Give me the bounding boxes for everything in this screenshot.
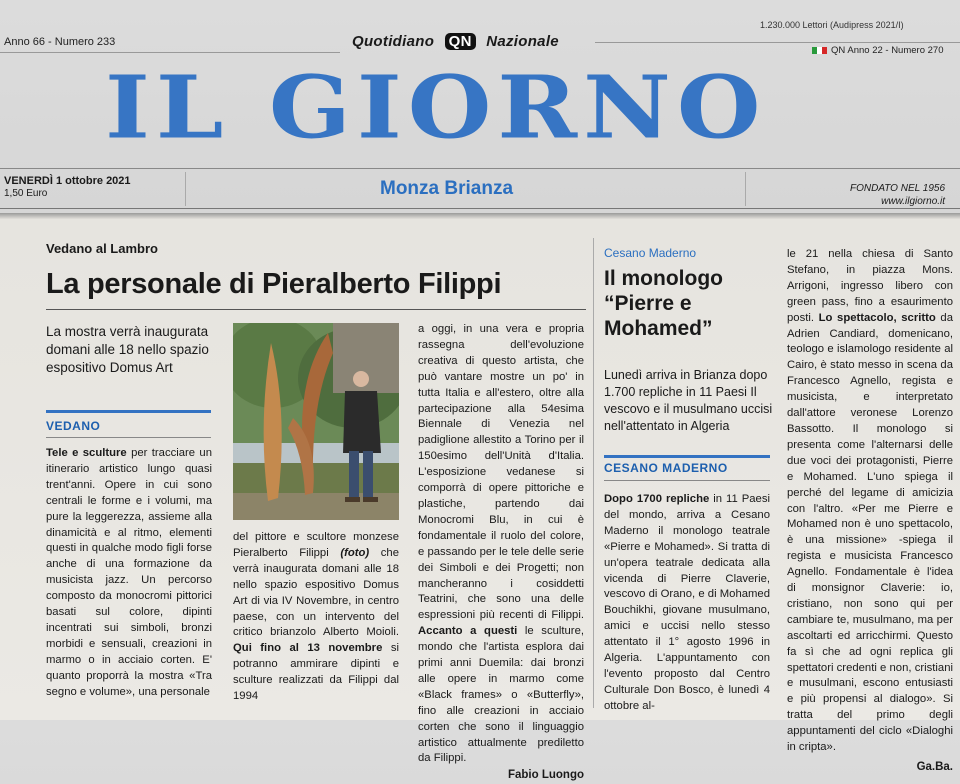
founded-info: [850, 182, 945, 208]
article-kicker: Vedano al Lambro: [46, 241, 158, 256]
label-rule-thin: [46, 437, 211, 438]
column-3-lead: Accanto a questi: [418, 625, 518, 638]
masthead-rule-right: [595, 42, 960, 43]
issue-price: 1,50 Euro: [4, 188, 48, 199]
side-article-byline: Ga.Ba.: [916, 761, 953, 773]
article-section-label: VEDANO: [46, 419, 101, 433]
column-2-text-c: si potranno ammirare dipinti e sculture realizzati da Filippi dal 1994: [233, 642, 399, 703]
column-3-text-a: a oggi, in una vera e propria rassegna dell'evoluzione creativa di questo artista, che può vantare mostre un po' in tutta Italia e all'estero, oltre alla partecipazione alla 54esima Biennale di Venezia nel padiglione allestito a Torino per il 150esimo dell'Unità d'Italia. L'esposizione vedanese si comporrà di opere pittoriche e plastiche, partendo dai Monocromi Blu, in cui è fondamentale il ruolo del colore, e passando per le tele delle serie dei Simboli e dei Progetti; non mancheranno i cosiddetti Teatrini, che sono una delle espressioni più recenti di Filippi.: [418, 323, 584, 622]
side-column-2-lead: Lo spettacolo, scritto: [818, 311, 936, 324]
article-column-1: [46, 446, 212, 701]
article-column-3: [418, 322, 584, 784]
side-article-section-label: CESANO MADERNO: [604, 461, 728, 475]
side-label-rule-thin: [604, 480, 770, 481]
side-article-column-1: [604, 492, 770, 715]
side-article-headline: Il monologo “Pierre e Mohamed”: [604, 267, 723, 340]
column-divider: [593, 238, 594, 708]
edition-section: Monza Brianza: [380, 178, 514, 199]
founded-year: FONDATO NEL 1956: [850, 183, 946, 194]
tagline: [352, 33, 559, 50]
side-label-rule: [604, 455, 770, 458]
label-rule: [46, 410, 211, 413]
issue-date: VENERDÌ 1 ottobre 2021: [4, 175, 131, 187]
readers-info: 1.230.000 Lettori (Audipress 2021/I): [760, 20, 904, 30]
column-1-lead: Tele e sculture: [46, 447, 127, 459]
masthead-divider-1: [185, 172, 186, 206]
column-1-text: per tracciare un itinerario artistico lungo quasi trent'anni. Opere in cui sono centrali le forme e i volumi, ma pure la leggerezza, assieme alla dinamicità e al ritmo, elementi questi in qualche modo figli forse anche di una formazione da musicista jazz. Un percorso composto da monocromi pittorici basati sul colore, dipinti incentrati sui simboli, bronzi morbidi e sensuali, creazioni in marmo o in acciaio corten. E' quanto proporrà la mostra «Tra segno e volume», una personale: [46, 447, 212, 698]
photo-reference: (foto): [340, 546, 370, 559]
masthead-rule-left: [0, 52, 340, 53]
newspaper-logo: [105, 58, 845, 158]
masthead-rule-final: [0, 208, 960, 209]
column-2-text-a: del pittore e scultore monzese Pieralberto Filippi: [233, 531, 399, 559]
article-headline: La personale di Pieralberto Filippi: [46, 268, 502, 300]
headline-rule: [46, 309, 586, 310]
article-byline: Fabio Luongo: [507, 769, 584, 782]
issue-number-left: Anno 66 - Numero 233: [4, 36, 116, 48]
photo-illustration: [233, 323, 399, 520]
tagline-right: Nazionale: [486, 33, 559, 50]
side-column-2-text-b: da Adrien Candiard, domenicano, teologo e islamologo residente al Cairo, è stato messo in scena da Francesco Agnello, regista e musicista, e interpretato dall'attore veronese Lorenzo Bassotto. Il monologo si presenta come l'alternarsi delle due voci dei protagonisti, Pierre e Mohamed. L'uno spiega il perché del legame di amicizia con l'altro. «Per me Pierre e Mohamed non è uno spettacolo, è una missione» -spiega il regista e musicista Francesco Agnello. Fondamentale è l'idea di monsignor Claverie: io, cristiano, non sono qui per cambiare te, musulmano, ma per ascoltarti ed arricchirmi. Questo fa sì che ad ogni replica gli spettatori credenti e non, cristiani e musulmani, escono entusiasti e più propensi al dialogo». Si tratta del primo degli appuntamenti del ciclo «Dialoghi in cripta».: [787, 311, 953, 754]
page-fold: [0, 213, 960, 219]
side-column-2-text-a: le 21 nella chiesa di Santo Stefano, in piazza Mons. Arrigoni, ingresso libero con green pass, fino a esaurimento posti.: [787, 248, 953, 324]
tagline-left: Quotidiano: [352, 33, 435, 50]
website: www.ilgiorno.it: [881, 196, 946, 207]
logo-text: IL GIORNO: [105, 56, 767, 159]
masthead-rule-bottom: [0, 168, 960, 169]
column-2-text-b: che verrà inaugurata domani alle 18 nello spazio espositivo Domus Art di via IV Novembre, in centro paese, con un intervento del critico brianzolo Alberto Moioli.: [233, 546, 399, 639]
issue-number-right: [812, 45, 943, 56]
side-column-1-text: in 11 Paesi del mondo, arriva a Cesano Maderno il monologo teatrale «Pierre e Mohamed». Si tratta di un'opera teatrale dedicata alla vicenda di Pierre Claverie, vescovo di Orano, e di Mohamed Bouchikhi, giovane musulmano, amici e uccisi nello stesso attentato il 1° agosto 1996 in Algeria. L'appuntamento con l'evento proposto dal Centro Culturale Don Bosco, è lunedì 4 ottobre al-: [604, 493, 770, 712]
side-article-column-2: [787, 247, 953, 776]
article-column-2: [233, 530, 399, 705]
article-summary: La mostra verrà inaugurata domani alle 18 nello spazio espositivo Domus Art: [46, 324, 209, 375]
issue-right-text: QN Anno 22 - Numero 270: [831, 45, 944, 56]
side-article-summary: Lunedì arriva in Brianza dopo 1.700 repliche in 11 Paesi Il vescovo e il musulmano uccisi nell'attentato in Algeria: [604, 368, 773, 433]
qn-logo: QN: [445, 33, 476, 50]
masthead-divider-2: [745, 172, 746, 206]
artist-photo: [233, 323, 399, 520]
side-column-1-lead: Dopo 1700 repliche: [604, 493, 710, 505]
side-article-kicker: Cesano Maderno: [604, 246, 697, 260]
column-3-text-b: le sculture, mondo che l'artista esplora dai primi anni Duemila: dai bronzi alle opere in marmo come «Black frames» o «Butterfly», fino alle creazioni in acciaio corten che sono il linguaggio artistico attualmente prediletto da Filippi.: [418, 625, 584, 765]
column-2-lead: Qui fino al 13 novembre: [233, 642, 383, 655]
